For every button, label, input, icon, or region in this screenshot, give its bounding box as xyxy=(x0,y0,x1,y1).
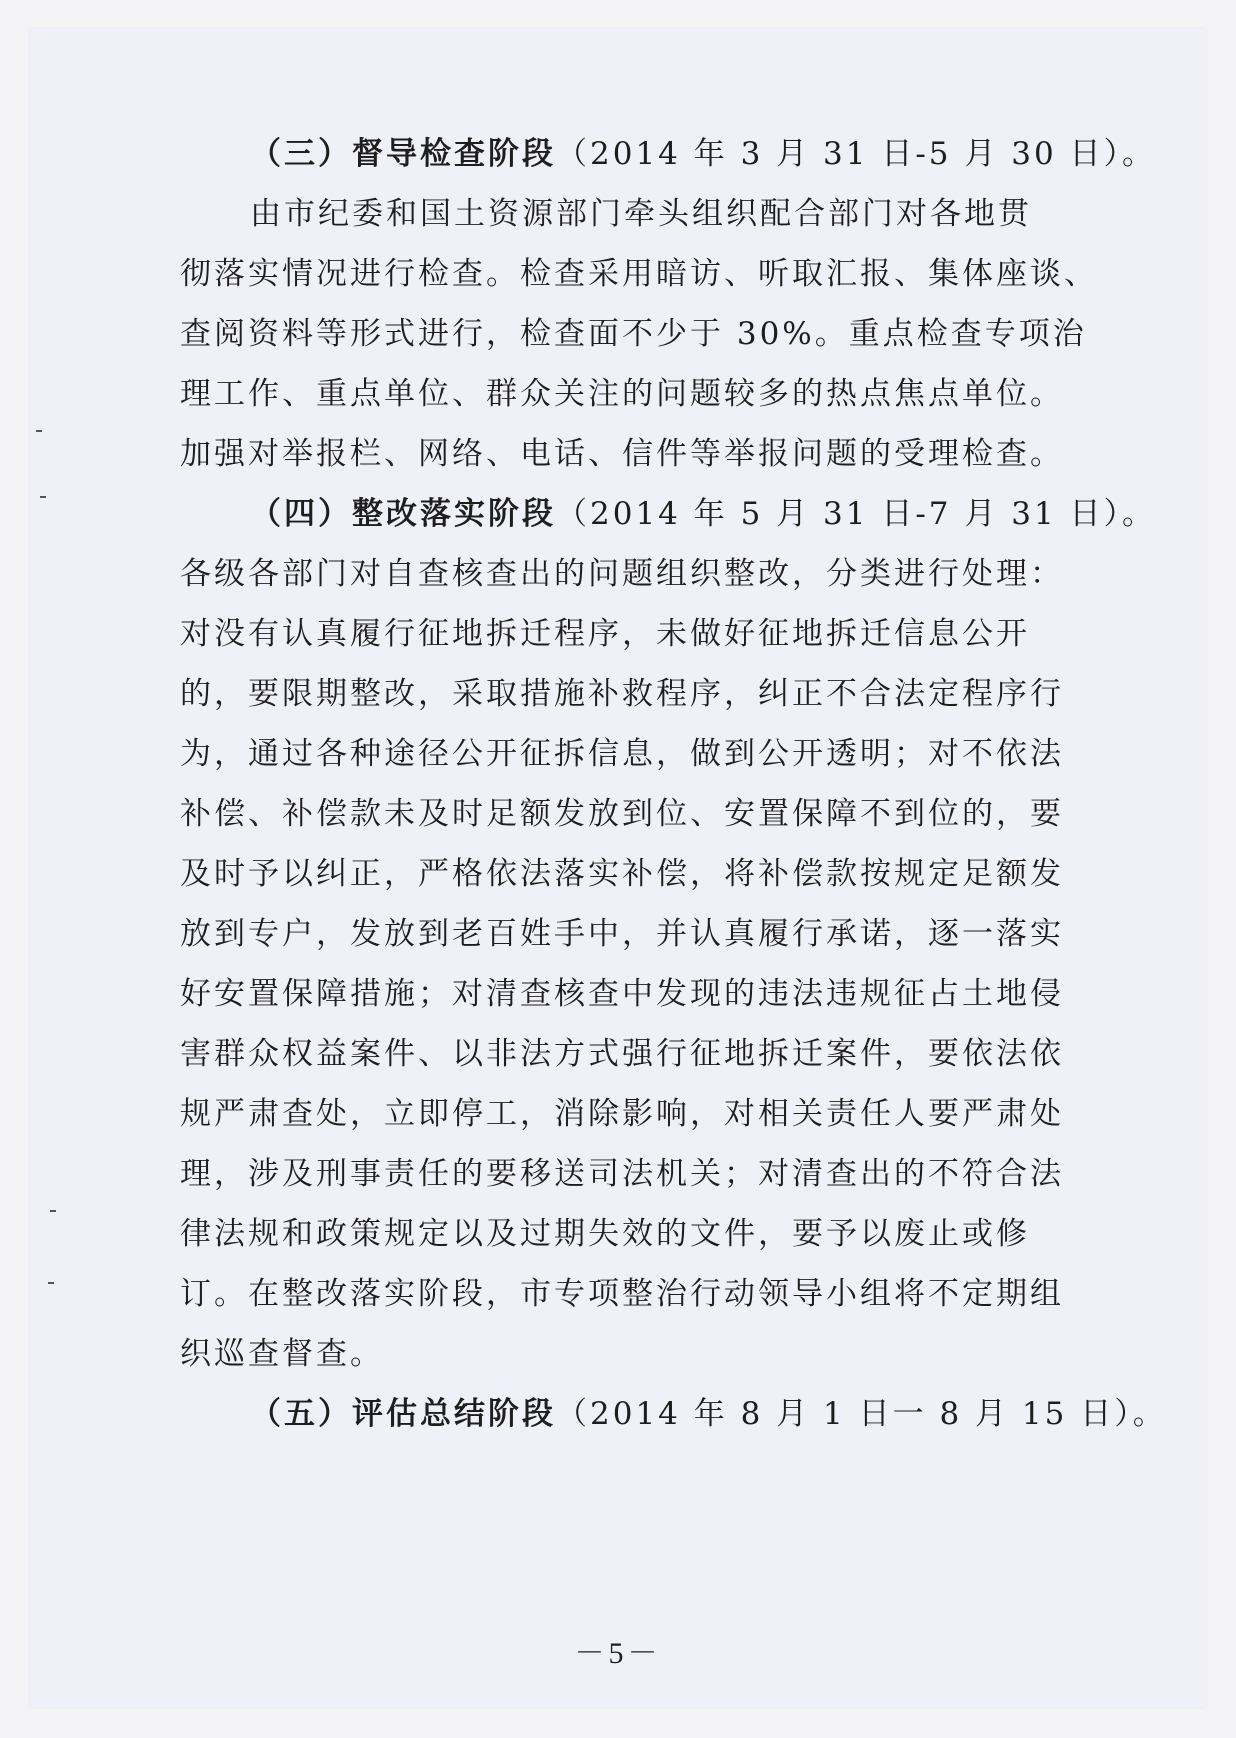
paragraph-line: 织巡查督查。 xyxy=(180,1336,384,1372)
paragraph-line: 补偿、补偿款未及时足额发放到位、安置保障不到位的，要 xyxy=(180,796,1064,832)
paragraph-line: 加强对举报栏、网络、电话、信件等举报问题的受理检查。 xyxy=(180,436,1064,472)
paragraph-line: 由市纪委和国土资源部门牵头组织配合部门对各地贯 xyxy=(250,196,1032,232)
heading-title: （五）评估总结阶段 xyxy=(250,1396,556,1432)
section-heading-4 xyxy=(180,494,1156,534)
paragraph-line: 订。在整改落实阶段，市专项整治行动领导小组将不定期组 xyxy=(180,1276,1064,1312)
document-page xyxy=(30,28,1206,1708)
section-heading-5 xyxy=(180,1394,1167,1434)
paragraph-line: 理工作、重点单位、群众关注的问题较多的热点焦点单位。 xyxy=(180,376,1064,412)
page-number: －5－ xyxy=(574,1637,662,1670)
paragraph-line: 规严肃查处，立即停工，消除影响，对相关责任人要严肃处 xyxy=(180,1096,1064,1132)
paragraph-line: 律法规和政策规定以及过期失效的文件，要予以废止或修 xyxy=(180,1216,1030,1252)
heading-title: （三）督导检查阶段 xyxy=(250,136,556,172)
paragraph-line: 好安置保障措施；对清查核查中发现的违法违规征占土地侵 xyxy=(180,976,1064,1012)
heading-date: （2014 年 3 月 31 日-5 月 30 日）。 xyxy=(556,136,1157,172)
paragraph-line: 为，通过各种途径公开征拆信息，做到公开透明；对不依法 xyxy=(180,736,1064,772)
paragraph-line: 的，要限期整改，采取措施补救程序，纠正不合法定程序行 xyxy=(180,676,1064,712)
scan-speck xyxy=(48,1282,54,1284)
scan-speck xyxy=(40,496,46,498)
paragraph-line: 及时予以纠正，严格依法落实补偿，将补偿款按规定足额发 xyxy=(180,856,1064,892)
paragraph-line: 对没有认真履行征地拆迁程序，未做好征地拆迁信息公开 xyxy=(180,616,1030,652)
paragraph-line: 放到专户，发放到老百姓手中，并认真履行承诺，逐一落实 xyxy=(180,916,1064,952)
section-heading-3 xyxy=(180,134,1156,174)
scan-speck xyxy=(36,430,42,432)
heading-date: （2014 年 8 月 1 日一 8 月 15 日）。 xyxy=(556,1396,1167,1432)
heading-date: （2014 年 5 月 31 日-7 月 31 日）。 xyxy=(556,496,1157,532)
scan-speck xyxy=(50,1210,56,1212)
paragraph-line: 理，涉及刑事责任的要移送司法机关；对清查出的不符合法 xyxy=(180,1156,1064,1192)
paragraph-line: 彻落实情况进行检查。检查采用暗访、听取汇报、集体座谈、 xyxy=(180,256,1098,292)
paragraph-line: 各级各部门对自查核查出的问题组织整改，分类进行处理： xyxy=(180,556,1064,592)
heading-title: （四）整改落实阶段 xyxy=(250,496,556,532)
paragraph-line: 害群众权益案件、以非法方式强行征地拆迁案件，要依法依 xyxy=(180,1036,1064,1072)
paragraph-line: 查阅资料等形式进行，检查面不少于 30%。重点检查专项治 xyxy=(180,316,1087,352)
